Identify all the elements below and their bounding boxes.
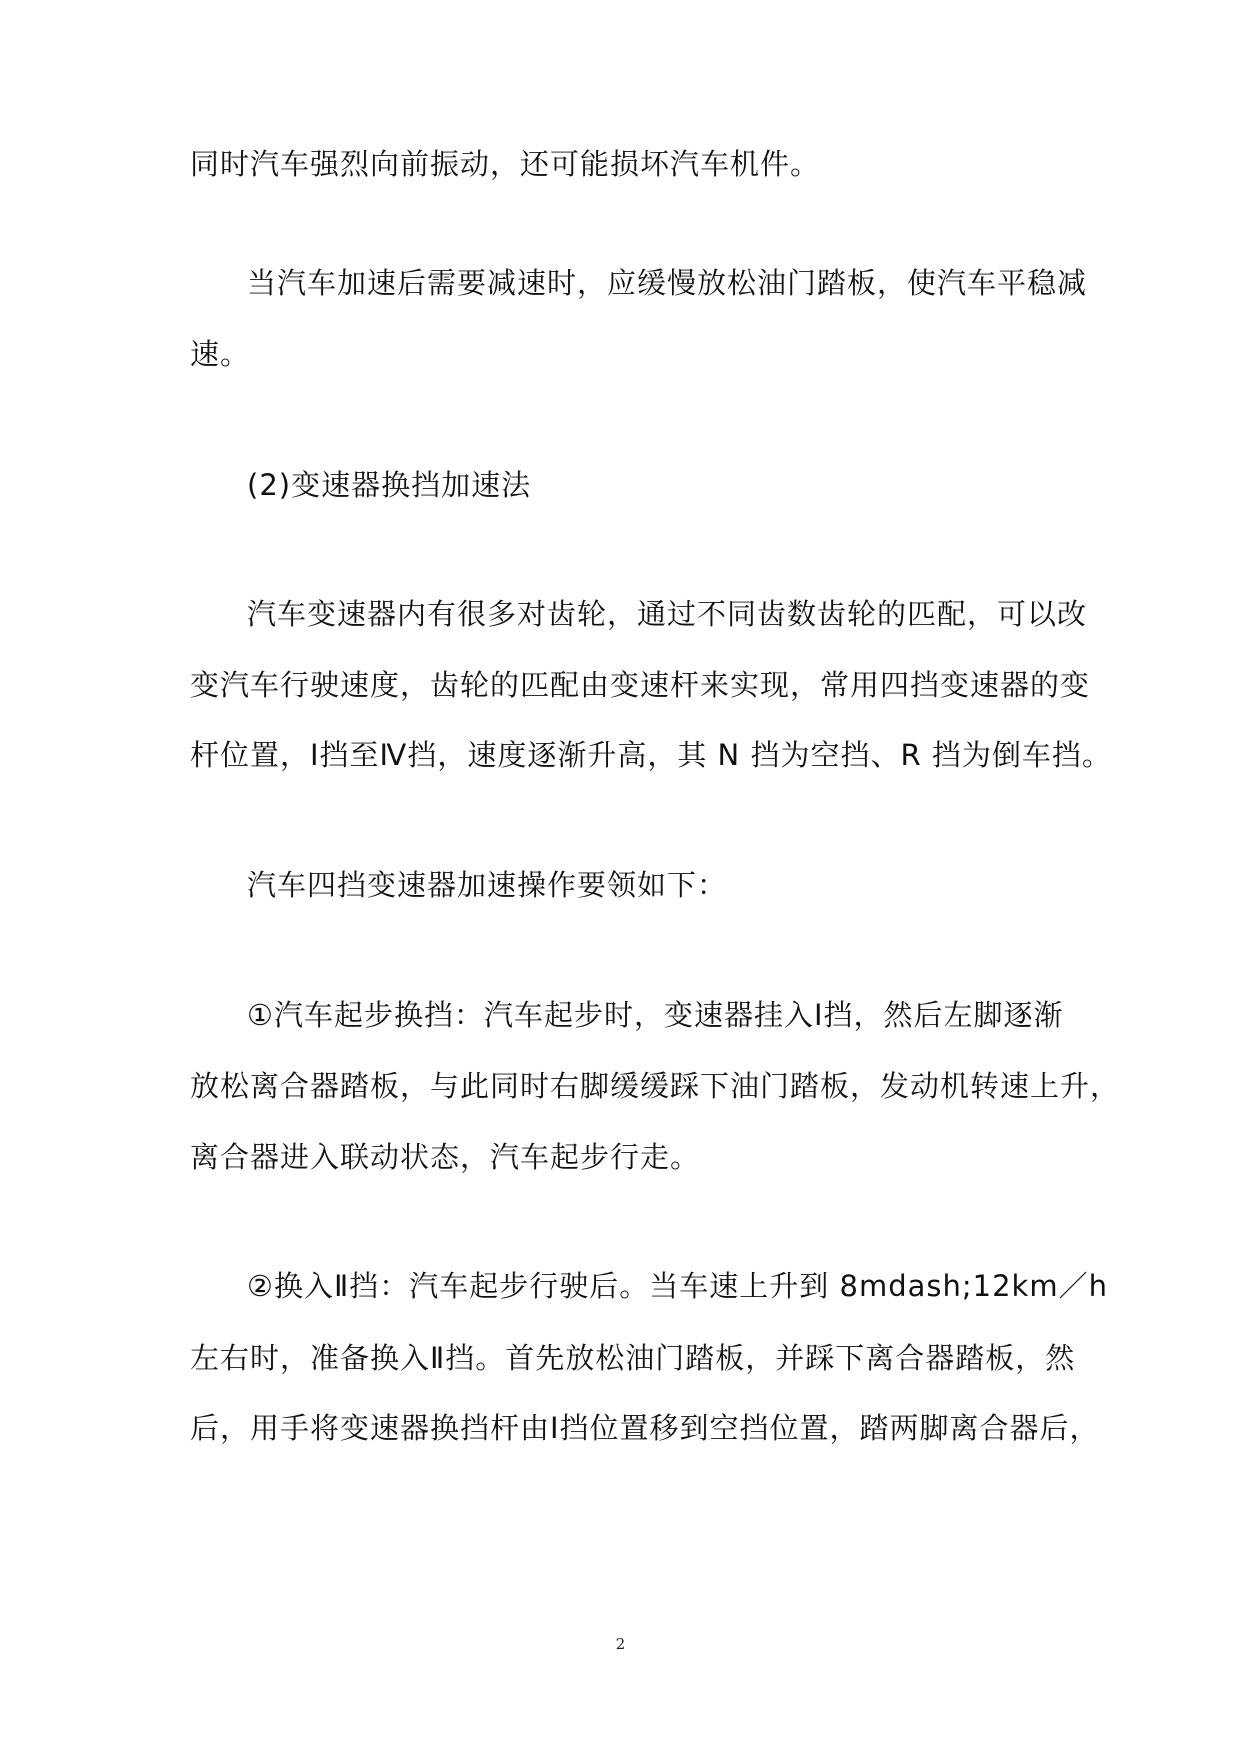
- paragraph-7-line-2: 左右时，准备换入Ⅱ挡。首先放松油门踏板，并踩下离合器踏板，然: [190, 1341, 1076, 1375]
- paragraph-7-line-3: 后，用手将变速器换挡杆由Ⅰ挡位置移到空挡位置，踏两脚离合器后，: [190, 1411, 1100, 1445]
- paragraph-2-line-2: 速。: [190, 337, 251, 371]
- section-heading: (2)变速器换挡加速法: [247, 468, 532, 502]
- paragraph-6-line-1: ①汽车起步换挡：汽车起步时，变速器挂入Ⅰ挡，然后左脚逐渐: [247, 998, 1064, 1032]
- paragraph-5-line-1: 汽车四挡变速器加速操作要领如下：: [247, 868, 728, 902]
- paragraph-4-line-2: 变汽车行驶速度，齿轮的匹配由变速杆来实现，常用四挡变速器的变: [190, 668, 1091, 702]
- paragraph-6-line-2: 放松离合器踏板，与此同时右脚缓缓踩下油门踏板，发动机转速上升，: [190, 1069, 1121, 1103]
- paragraph-1-line-1: 同时汽车强烈向前振动，还可能损坏汽车机件。: [190, 147, 821, 181]
- paragraph-7-line-1: ②换入Ⅱ挡：汽车起步行驶后。当车速上升到 8mdash;12km／h: [247, 1269, 1108, 1303]
- paragraph-6-line-3: 离合器进入联动状态，汽车起步行走。: [190, 1140, 701, 1174]
- paragraph-4-line-3: 杆位置，Ⅰ挡至Ⅳ挡，速度逐渐升高，其 N 挡为空挡、R 挡为倒车挡。: [190, 738, 1112, 772]
- paragraph-2-line-1: 当汽车加速后需要减速时，应缓慢放松油门踏板，使汽车平稳减: [247, 266, 1088, 300]
- paragraph-4-line-1: 汽车变速器内有很多对齿轮，通过不同齿数齿轮的匹配，可以改: [247, 597, 1088, 631]
- page-number: 2: [615, 1635, 626, 1653]
